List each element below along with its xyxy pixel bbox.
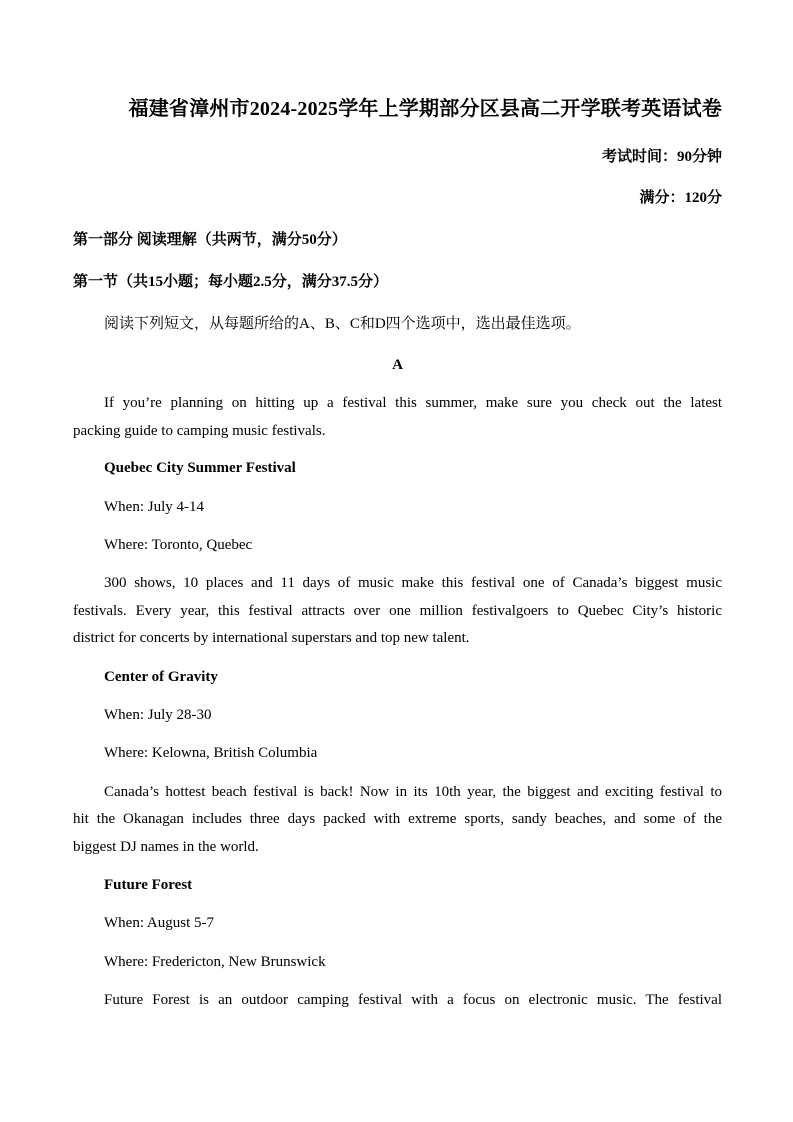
- festival-when: When: August 5-7: [104, 915, 214, 931]
- festival-desc-line: hit the Okanagan includes three days packed with extreme sports, sandy beaches, and some of the: [73, 811, 722, 827]
- passage-letter: A: [392, 357, 403, 373]
- intro-line-1: If you’re planning on hitting up a festival this summer, make sure you check out the latest: [104, 395, 722, 411]
- festival-desc-line: Future Forest is an outdoor camping festival with a focus on electronic music. The festival: [104, 992, 722, 1008]
- document-page: [73, 0, 722, 1122]
- section-heading: 第一节（共15小题；每小题2.5分，满分37.5分）: [73, 274, 389, 290]
- exam-title: 福建省漳州市2024-2025学年上学期部分区县高二开学联考英语试卷: [128, 98, 722, 120]
- exam-time: 考试时间：90分钟: [601, 149, 722, 165]
- festival-name: Future Forest: [104, 877, 193, 893]
- festival-desc-line: Canada’s hottest beach festival is back! Now in its 10th year, the biggest and exciting festival to: [104, 784, 722, 800]
- intro-line-2: packing guide to camping music festivals.: [73, 423, 326, 439]
- festival-desc-line: festivals. Every year, this festival attracts over one million festivalgoers to Quebec City’s historic: [73, 603, 722, 619]
- part-heading: 第一部分 阅读理解（共两节，满分50分）: [73, 232, 347, 248]
- festival-when: When: July 4-14: [104, 499, 204, 515]
- festival-when: When: July 28-30: [104, 707, 212, 723]
- festival-desc-line: district for concerts by international superstars and top new talent.: [73, 630, 470, 646]
- full-score: 满分：120分: [639, 190, 722, 206]
- festival-where: Where: Toronto, Quebec: [104, 537, 253, 553]
- festival-name: Quebec City Summer Festival: [104, 460, 296, 476]
- festival-where: Where: Kelowna, British Columbia: [104, 745, 318, 761]
- festival-desc-line: biggest DJ names in the world.: [73, 839, 259, 855]
- festival-where: Where: Fredericton, New Brunswick: [104, 954, 326, 970]
- festival-desc-line: 300 shows, 10 places and 11 days of music make this festival one of Canada’s biggest music: [104, 575, 722, 591]
- instruction-text: 阅读下列短文，从每题所给的A、B、C和D四个选项中，选出最佳选项。: [104, 316, 581, 332]
- festival-name: Center of Gravity: [104, 669, 218, 685]
